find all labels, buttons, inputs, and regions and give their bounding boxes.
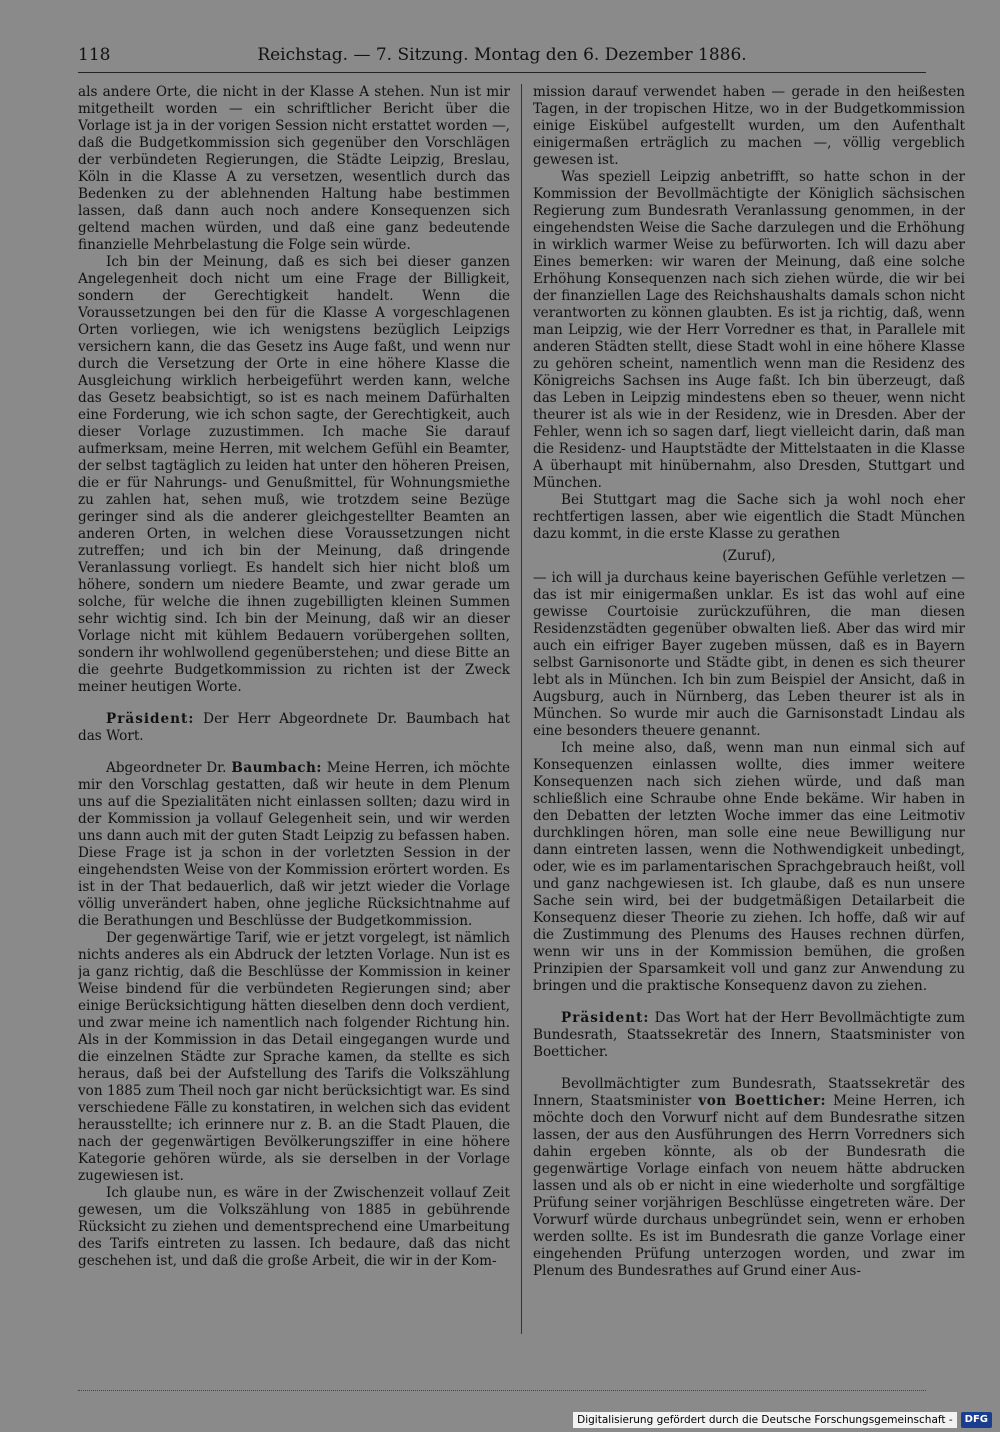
- speech-text: Das Wort hat der Herr Bevollmächtigte zum Bundesrath, Staatssekretär des Innern, Staatsminister von Boetticher.: [533, 1010, 965, 1060]
- funding-notice: Digitalisierung gefördert durch die Deutsche Forschungsgemeinschaft -: [573, 1412, 957, 1428]
- footer: [573, 1412, 992, 1428]
- paragraph: mission darauf verwendet haben — gerade in den heißesten Tagen, in der tropischen Hitze, wo in der Budgetkommission einige Eiskübel aufgestellt wurden, um den Aufenthalt einigermaßen erträglich zu machen —, völlig vergeblich gewesen ist.: [533, 84, 965, 168]
- speaker-intro: Abgeordneter Dr.: [106, 760, 227, 776]
- column-divider: [521, 84, 522, 1334]
- paragraph: Bei Stuttgart mag die Sache sich ja wohl noch eher rechtfertigen lassen, aber wie eigentlich die Stadt München dazu kommt, in die erste Klasse zu gerathen: [533, 492, 965, 542]
- right-column: [533, 84, 965, 1342]
- left-column: [78, 84, 510, 1342]
- speaker-name: von Boetticher:: [698, 1093, 827, 1109]
- speaker-name: Präsident:: [106, 711, 195, 727]
- page-header: [78, 42, 926, 68]
- paragraph: Ich glaube nun, es wäre in der Zwischenzeit vollauf Zeit gewesen, um die Volkszählung von 1885 in gebührende Rücksicht zu ziehen und dementsprechend eine Umarbeitung des Tarifs eintreten zu lassen. Ich bedaure, daß das nicht geschehen ist, und daß die große Arbeit, die wir in der Kom-: [78, 1185, 510, 1269]
- paragraph: — ich will ja durchaus keine bayerischen Gefühle verletzen — das ist mir einigermaßen unklar. Es ist das wohl auf eine gewisse Courtoisie zurückzuführen, die man diesen Residenzstädten gegenüber obwalten ließ. Aber das wird mir auch ein eifriger Bayer zugeben müssen, daß es in Bayern selbst Garnisonorte und Städte gibt, in denen es sich theurer lebt als in München. Ich bin zum Beispiel der Ansicht, daß in Augsburg, auch in Nürnberg, das Leben theurer ist als in München. So wurde mir auch die Garnisonstadt Lindau als eine besonders theuere genannt.: [533, 570, 965, 739]
- speaker-name: Präsident:: [561, 1010, 650, 1026]
- speech-text: Meine Herren, ich möchte doch den Vorwurf nicht auf dem Bundesrathe sitzen lassen, der aus den Ausführungen des Herrn Vorredners sich dahin ergeben könnte, als ob der Bundesrath die gegenwärtige Vorlage einfach von neuem hätte abdrucken lassen und als ob er nicht in eine wiederholte und sorgfältige Prüfung seiner vorjährigen Beschlüsse eingetreten wäre. Der Vorwurf würde durchaus unbegründet sein, wenn er erhoben werden sollte. Es ist im Bundesrath die ganze Vorlage einer eingehenden Prüfung unterzogen worden, und zwar im Plenum des Bundesrathes auf Grund einer Aus-: [533, 1093, 965, 1279]
- header-rule: [78, 72, 926, 73]
- speech-text: Meine Herren, ich möchte mir den Vorschlag gestatten, daß wir heute in dem Plenum uns auf die Spezialitäten nicht einlassen sollten; dazu wird in der Kommission ja vollauf Gelegenheit sein, und wir werden uns dann auch mit der guten Stadt Leipzig zu befassen haben. Diese Frage ist ja schon in der vorletzten Session in der eingehendsten Weise von der Kommission erörtert worden. Es ist in der That bedauerlich, daß wir jetzt wieder die Vorlage völlig unverändert haben, ohne jegliche Rücksichtnahme auf die Berathungen und Beschlüsse der Budgetkommission.: [78, 760, 510, 929]
- page-number: 118: [78, 45, 111, 65]
- footer-rule: [78, 1390, 926, 1391]
- speaker-intro: Bevollmächtigter zum Bundesrath, Staatssekretär des Innern, Staatsminister: [533, 1076, 965, 1109]
- paragraph: [533, 1076, 965, 1280]
- dfg-logo: DFG: [961, 1412, 992, 1428]
- paragraph: Ich bin der Meinung, daß es sich bei dieser ganzen Angelegenheit doch nicht um eine Frage der Billigkeit, sondern der Gerechtigkeit handelt. Wenn die Voraussetzungen bei den für die Klasse A vorgeschlagenen Orten vorliegen, wie ich wenigstens bezüglich Leipzigs versichern kann, die das Gesetz ins Auge faßt, und wenn nur durch die Versetzung der Orte in eine höhere Klasse die Ausgleichung wirklich herbeigeführt werden kann, welche das Gesetz beabsichtigt, so ist es nach meinem Dafürhalten eine Forderung, wie ich schon sagte, der Gerechtigkeit, auch dieser Vorlage zuzustimmen. Ich mache Sie darauf aufmerksam, meine Herren, mit welchem Gefühl ein Beamter, der selbst tagtäglich zu leiden hat unter den höheren Preisen, die er für Nahrungs- und Genußmittel, für Wohnungsmiethe zu zahlen hat, sehen muß, wie trotzdem seine Bezüge geringer sind als die anderer gleichgestellter Beamten an anderen Orten, in welchen diese Voraussetzungen nicht zutreffen; und ich bin der Meinung, daß dringende Veranlassung vorliegt. Es handelt sich hier nicht bloß um höhere, sondern um niedere Beamte, und zwar gerade um solche, für welche die ihnen zugebilligten kleinen Summen sehr wichtig sind. Ich bin der Meinung, daß wir an dieser Vorlage nicht mit kühlem Bedauern vorübergehen sollten, sondern ihr wohlwollend gegenüberstehen; und diese Bitte an die geehrte Budgetkommission zu richten ist der Zweck meiner heutigen Worte.: [78, 254, 510, 695]
- speech-text: Der Herr Abgeordnete Dr. Baumbach hat das Wort.: [78, 711, 510, 744]
- paragraph: [78, 711, 510, 745]
- interjection: (Zuruf),: [722, 548, 776, 564]
- running-head: Reichstag. — 7. Sitzung. Montag den 6. Dezember 1886.: [257, 45, 747, 65]
- speaker-name: Baumbach:: [231, 760, 322, 776]
- paragraph: [533, 1010, 965, 1061]
- paragraph: [78, 760, 510, 930]
- paragraph: Der gegenwärtige Tarif, wie er jetzt vorgelegt, ist nämlich nichts anderes als ein Abdruck der letzten Vorlage. Nun ist es ja ganz richtig, daß die Beschlüsse der Kommission in keiner Weise bindend für die verbündeten Regierungen sind; aber einige Berücksichtigung hätten dieselben denn doch verdient, und zwar meine ich namentlich nach folgender Richtung hin. Als in der Kommission in das Detail eingegangen wurde und die einzelnen Städte zur Sprache kamen, da stellte es sich heraus, daß bei der Aufstellung des Tarifs die Volkszählung von 1885 zum Theil noch gar nicht berücksichtigt war. Es sind verschiedene Fälle zu konstatiren, in welchen sich das evident herausstellte; ich erinnere nur z. B. an die Stadt Plauen, die nach der gegenwärtigen Bevölkerungsziffer in eine höhere Kategorie gehören würde, als sie derselben in der Vorlage zugewiesen ist.: [78, 930, 510, 1184]
- paragraph: Was speziell Leipzig anbetrifft, so hatte schon in der Kommission der Bevollmächtigte der Königlich sächsischen Regierung zum Bundesrath Veranlassung genommen, in der eingehendsten Weise die Sache darzulegen und die Erhöhung in wirklich warmer Weise zu befürworten. Ich will dazu aber Eines bemerken: wir waren der Meinung, daß eine solche Erhöhung Konsequenzen nach sich ziehen würde, die wir bei der finanziellen Lage des Reichshaushalts damals schon nicht verantworten zu können glaubten. Es ist ja richtig, daß, wenn man Leipzig, wie der Herr Vorredner es that, in Parallele mit anderen Städten stellt, diese Stadt wohl in eine höhere Klasse zu gehören scheint, namentlich wenn man die Residenz des Königreichs Sachsen ins Auge faßt. Ich bin überzeugt, daß das Leben in Leipzig mindestens eben so theuer, wenn nicht theurer ist als wie in der Residenz, wie in Dresden. Aber der Fehler, wenn ich so sagen darf, liegt vielleicht darin, daß man die Residenz- und Hauptstädte der Mittelstaaten in die Klasse A überhaupt mit hinübernahm, also Dresden, Stuttgart und München.: [533, 169, 965, 491]
- paragraph: als andere Orte, die nicht in der Klasse A stehen. Nun ist mir mitgetheilt worden — ein schriftlicher Bericht über die Vorlage ist ja in der vorigen Session nicht erstattet worden —, daß die Budgetkommission sich gegenüber den Vorschlägen der verbündeten Regierungen, die Städte Leipzig, Breslau, Köln in die Klasse A zu versetzen, wesentlich durch das Bedenken zu der ablehnenden Haltung habe bestimmen lassen, daß dann auch noch andere Konsequenzen sich geltend machen würden, und daß eine ganz bedeutende finanzielle Mehrbelastung die Folge sein würde.: [78, 84, 510, 253]
- paragraph: Ich meine also, daß, wenn man nun einmal sich auf Konsequenzen einlassen wollte, dies immer weitere Konsequenzen nach sich ziehen würde, und daß man schließlich eine Schraube ohne Ende bekäme. Wir haben in den Debatten der letzten Woche immer das eine Leitmotiv durchklingen hören, man solle eine neue Bewilligung nur dann eintreten lassen, wenn die Nothwendigkeit unbedingt, oder, wie es im parlamentarischen Sprachgebrauch heißt, voll und ganz nachgewiesen ist. Ich glaube, daß es nun unsere Sache sein wird, bei der budgetmäßigen Detailarbeit die Konsequenz dieser Theorie zu ziehen. Ich hoffe, daß wir auf die Zustimmung des Plenums des Hauses rechnen dürfen, wenn wir uns in der Kommission bemühen, die großen Prinzipien der Sparsamkeit voll und ganz zur Anwendung zu bringen und die praktische Konsequenz davon zu ziehen.: [533, 740, 965, 994]
